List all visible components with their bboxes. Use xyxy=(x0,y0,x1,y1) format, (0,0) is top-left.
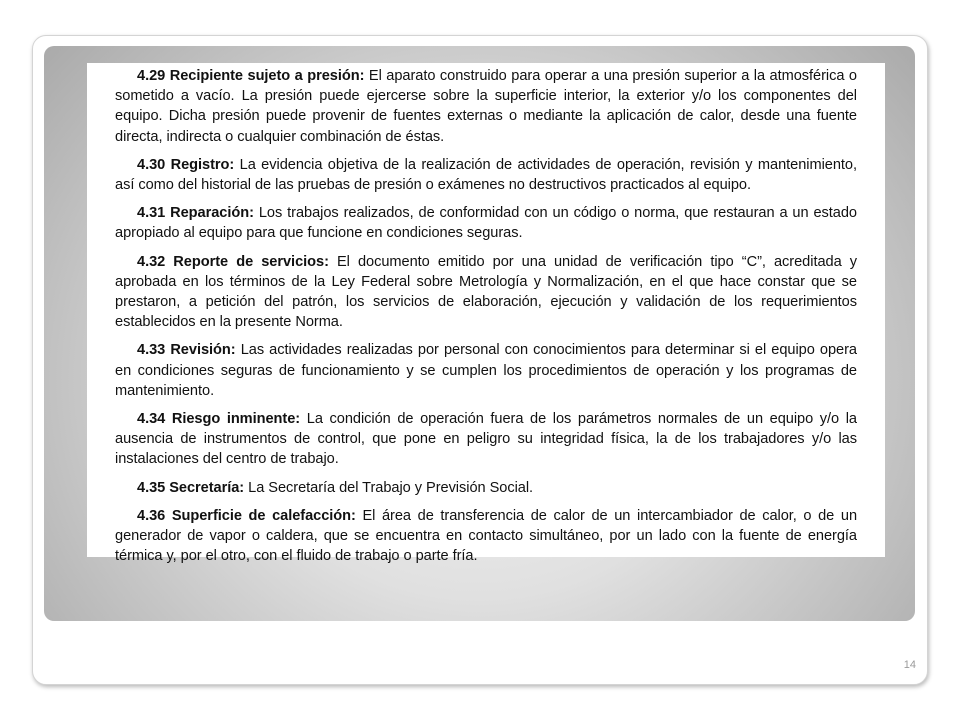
definition-4-33 xyxy=(115,340,857,401)
definition-text: El documento emitido por una unidad de verificación tipo “C”, acreditada y aprobada en los términos de la Ley Federal sobre Metrología y Normalización, en el que hace constar que se prestaron, a petición del patrón, los servicios de elaboración, ejecución y validación de los requerimientos establecidos en la presente Norma. xyxy=(115,253,857,331)
definition-4-36 xyxy=(115,506,857,567)
definition-4-30 xyxy=(115,155,857,195)
definition-term: 4.29 Recipiente sujeto a presión: xyxy=(137,68,365,84)
definition-4-34 xyxy=(115,409,857,470)
definition-term: 4.32 Reporte de servicios: xyxy=(137,253,329,270)
definition-text: El área de transferencia de calor de un intercambiador de calor, o de un generador de vapor o caldera, que se encuentra en contacto simultáneo, por un lado con la fuente de energía térmica y, por el otro, con el fluido de trabajo o parte fría. xyxy=(115,507,858,565)
definition-term: 4.31 Reparación: xyxy=(137,205,254,222)
definition-term: 4.30 Registro: xyxy=(137,156,235,173)
definition-text: El aparato construido para operar a una presión superior a la atmosférica o sometido a vacío. La presión puede ejercerse sobre la superficie interior, la exterior y/o los componentes del equipo. Dicha presión puede provenir de fuentes externas o mediante la aplicación de calor, desde una fuente directa, indirecta o cualquier combinación de éstas. xyxy=(115,68,857,145)
definition-4-31 xyxy=(115,203,857,243)
definition-text: La Secretaría del Trabajo y Previsión Social. xyxy=(248,479,534,496)
definition-term: 4.36 Superficie de calefacción: xyxy=(137,507,356,524)
definition-4-32 xyxy=(115,252,857,333)
definition-text: La evidencia objetiva de la realización de actividades de operación, revisión y mantenimiento, así como del historial de las pruebas de presión o exámenes no destructivos practicados al equipo. xyxy=(115,156,857,194)
definition-4-35 xyxy=(115,478,857,498)
definition-term: 4.35 Secretaría: xyxy=(137,479,245,496)
definition-text: Las actividades realizadas por personal con conocimientos para determinar si el equipo opera en condiciones seguras de funcionamiento y se cumplen los procedimientos de operación y los programas de mantenimiento. xyxy=(115,342,858,399)
slide-number: 14 xyxy=(903,659,916,671)
definition-text: Los trabajos realizados, de conformidad con un código o norma, que restauran a un estado apropiado al equipo para que funcione en condiciones seguras. xyxy=(115,205,857,242)
definition-term: 4.33 Revisión: xyxy=(137,342,236,359)
definition-4-29 xyxy=(115,66,857,147)
document-excerpt xyxy=(87,63,885,565)
definition-term: 4.34 Riesgo inminente: xyxy=(137,411,301,428)
definition-text: La condición de operación fuera de los parámetros normales de un equipo y/o la ausencia de instrumentos de control, que pone en peligro su integridad física, la de los trabajadores y/o las instalaciones del centro de trabajo. xyxy=(115,411,857,468)
